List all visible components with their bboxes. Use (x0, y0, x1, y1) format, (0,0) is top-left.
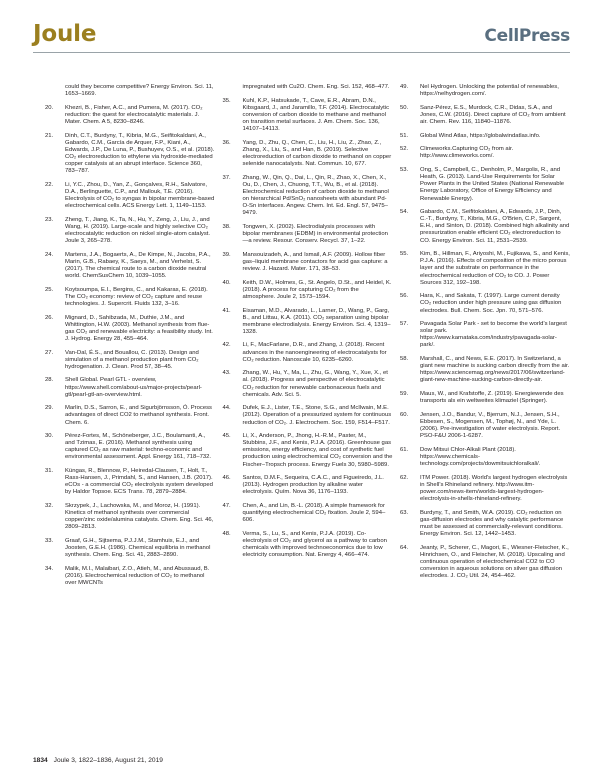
reference-text: Kim, B., Hillman, F., Ariyoshi, M., Fujikawa, S., and Kenis, P.J.A. (2016). Effects of composition of the micro porous layer and the substrate on performance in the electrochemical reduction of CO₂ to CO. J. Power Sources 312, 192–198. (420, 251, 570, 286)
reference-text: Dinh, C.T., Burdyny, T., Kibria, M.G., Seifitokaldani, A., Gabardo, C.M., García de Arquer, F.P., Kiani, A., Edwards, J.P., De Luna, P., Bushuyev, O.S., et al. (2018). CO₂ electroreduction to ethylene via hydroxide-mediated copper catalysis at an abrupt interface. Science 360, 783–787. (65, 132, 215, 175)
reference-text: Jensen, J.O., Bandur, V., Bjerrum, N.J., Jensen, S.H., Ebbesen, S., Mogensen, M., Tophøj, N., and Yde, L. (2006). Pre-investigation of water electrolysis. Report. PSO-F&U 2006-1-6287. (420, 411, 561, 440)
publisher-logo: CellPress (484, 26, 570, 46)
reference-number: 48. (222, 531, 231, 537)
reference-number: 32. (45, 503, 54, 510)
reference-number: 31. (45, 468, 54, 475)
reference-number: 58. (400, 356, 409, 363)
reference-number: 45. (222, 433, 231, 440)
reference-text: Nel Hydrogen. Unlocking the potential of renewables, https://nelhydrogen.com/. (420, 84, 559, 98)
reference-number: 35. (222, 97, 231, 104)
reference-entry (223, 140, 393, 168)
reference-text: Eisaman, M.D., Alvarado, L., Larner, D., Wang, P., Garg, B., and Littau, K.A. (2011). CO₂ separation using bipolar membrane electrodialysis. Energy Environ. Sci. 4, 1319–1328. (242, 307, 391, 335)
reference-number: 37. (222, 174, 231, 181)
reference-number: 25. (45, 286, 54, 293)
reference-entry (45, 468, 215, 496)
reference-text: Dufek, E.J., Lister, T.E., Stone, S.G., and McIlwain, M.E. (2012). Operation of a pressurized system for continuous reduction of CO₂. J. Electrochem. Soc. 159, F514–F517. (242, 405, 392, 426)
reference-entry (400, 391, 570, 405)
reference-text: Khezri, B., Fisher, A.C., and Pumera, M. (2017). CO₂ reduction: the quest for electrocatalytic materials. J. Mater. Chem. A 5, 8230–8246. (65, 104, 203, 125)
reference-entry (223, 475, 393, 496)
reference-number: 54. (400, 209, 409, 216)
reference-text: Ong, S., Campbell, C., Denholm, P., Margolis, R., and Heath, G. (2013). Land-Use Requirements for Solar Power Plants in the United States (National Renewable Energy Laboratory, Office of Energy Efficiency and Renewable Energy). (420, 167, 565, 202)
reference-entry (223, 98, 393, 133)
reference-text: Verma, S., Lu, S., and Kenis, P.J.A. (2019). Co-electrolysis of CO₂ and glycerol as a pathway to carbon chemicals with improved technoeconomics due to low electricity consumption. Nat. Energy 4, 466–474. (242, 531, 387, 559)
reference-text: Koytsoumpa, E.I., Bergins, C., and Kakaras, E. (2018). The CO₂ economy: review of CO₂ capture and reuse technologies. J. Supercrit. Fluids 132, 3–16. (65, 286, 208, 307)
reference-entry (223, 224, 393, 245)
reference-entry (400, 321, 570, 349)
reference-text: Kuhl, K.P., Hatsukade, T., Cave, E.R., Abram, D.N., Kibsgaard, J., and Jaramillo, T.F. (2014). Electrocatalytic conversion of carbon dioxide to methane and methanol on transition metal surfaces. J. Am. Chem. Soc. 136, 14107–14113. (242, 97, 390, 133)
references-list (45, 84, 570, 748)
reference-column-1 (45, 84, 215, 748)
reference-number: 26. (45, 314, 54, 321)
reference-entry (45, 350, 215, 371)
reference-text: Jeanty, P., Scherer, C., Magori, E., Wiesner-Fleischer, K., Hinrichsen, O., and Fleischer, M. (2018). Upscaling and continuous operation of electrochemical CO2 to CO conversion in aqueous solutions on silver gas diffusion electrodes. J. CO₂ Util. 24, 454–462. (420, 544, 569, 580)
reference-text: Graaf, G.H., Sijtsema, P.J.J.M., Stamhuis, E.J., and Joosten, G.E.H. (1986). Chemical equilibria in methanol synthesis. Chem. Eng. Sci. 41, 2883–2890. (65, 538, 211, 559)
reference-entry (45, 105, 215, 126)
journal-logo: Joule (33, 21, 97, 47)
reference-column-2 (223, 84, 393, 748)
reference-entry (400, 105, 570, 126)
reference-text: Gabardo, C.M., Seifitokaldani, A., Edwards, J.P., Dinh, C.-T., Burdyny, T., Kibria, M.G., O'Brien, C.P., Sargent, E.H., and Sinton, D. (2018). Combined high alkalinity and pressurization enable efficient CO₂ electroreduction to CO. Energy Environ. Sci. 11, 2531–2539. (420, 209, 570, 244)
reference-text: Marlin, D.S., Sarron, E., and Sigurbjörnsson, Ó. Process advantages of direct CO2 to methanol synthesis. Front. Chem. 6. (65, 405, 212, 426)
reference-text: Dow Mitsui Chlor-Alkali Plant (2018). https://www.chemicals-technology.com/projects/dowmitsuichloralkali/. (420, 446, 541, 468)
reference-text: Mansouizadeh, A., and Ismail, A.F. (2009). Hollow fiber gas–liquid membrane contactors for acid gas capture: a review. J. Hazard. Mater. 171, 38–53. (242, 251, 388, 272)
reference-text: Tongwen, X. (2002). Electrodialysis processes with bipolar membranes (EDBM) in environmental protection—a review. Resour. Conserv. Recycl. 37, 1–22. (242, 223, 388, 245)
reference-entry (400, 251, 570, 286)
reference-number: 60. (400, 411, 409, 418)
reference-entry (400, 209, 570, 244)
reference-number: 51. (400, 132, 409, 139)
page-footer (33, 757, 163, 764)
reference-entry (400, 356, 570, 384)
reference-entry (400, 412, 570, 440)
reference-number: 44. (222, 405, 231, 412)
reference-text: Mignard, D., Sahibzada, M., Duthie, J.M., and Whittington, H.W. (2003). Methanol synthesis from flue-gas CO₂ and renewable electricity: a feasibility study. Int. J. Hydrog. Energy 28, 455–464. (65, 314, 213, 342)
reference-number: 33. (45, 538, 54, 545)
reference-text: Pavagada Solar Park - set to become the world's largest solar park. https://www.karnataka.com/industry/pavagada-solar-park/. (420, 321, 567, 349)
reference-entry (45, 287, 215, 308)
reference-number: 38. (222, 223, 231, 230)
reference-text: Yang, D., Zhu, Q., Chen, C., Liu, H., Liu, Z., Zhao, Z., Zhang, X., Liu, S., and Han, B. (2019). Selective electroreduction of carbon dioxide to methanol on copper selenide nanocatalysts. Nat. Commun. 10, 677. (242, 139, 392, 168)
reference-text: Climeworks.Capturing CO₂ from air. http://www.climeworks.com/. (420, 146, 514, 160)
reference-text: Maus, W., and Krafstoffe, Z. (2019). Energiewende des transports als ein weltweites klimaziel (Springer). (420, 391, 564, 405)
reference-number: 24. (45, 251, 54, 258)
reference-entry (223, 503, 393, 524)
reference-number: 52. (400, 146, 409, 153)
reference-text: Pérez-Fortes, M., Schöneberger, J.C., Boulamanti, A., and Tzimas, E. (2016). Methanol synthesis using captured CO₂ as raw material: techno-economic and environmental assessment. Appl. Energy 161, 718–732. (65, 433, 212, 461)
reference-text: Keith, D.W., Holmes, G., St. Angelo, D.St., and Heidel, K. (2018). A process for capturing CO₂ from the atmosphere. Joule 2, 1573–1594. (242, 279, 392, 300)
reference-number: 53. (400, 167, 409, 174)
reference-number: 27. (45, 349, 54, 356)
reference-number: 61. (400, 446, 409, 453)
reference-text: Li, X., Anderson, P., Jhong, H.-R.M., Paster, M., Stubbins, J.F., and Kenis, P.J.A. (2016). Greenhouse gas emissions, energy efficiency, and cost of synthetic fuel production using electrochemical CO₂ conversion and the Fischer–Tropsch process. Energy Fuels 30, 5980–5989. (242, 433, 393, 468)
reference-number: 56. (400, 293, 409, 300)
reference-number: 59. (400, 391, 409, 398)
reference-number: 41. (222, 307, 231, 314)
reference-entry (45, 315, 215, 343)
reference-entry (223, 280, 393, 301)
page-number: 1834 (33, 757, 48, 764)
reference-entry (45, 538, 215, 559)
reference-entry (45, 433, 215, 461)
reference-entry (400, 545, 570, 580)
reference-number: 46. (222, 475, 231, 482)
reference-entry (223, 342, 393, 363)
reference-number: 36. (222, 139, 231, 146)
reference-entry (400, 167, 570, 202)
reference-text: Zhang, W., Qin, Q., Dai, L., Qin, R., Zhao, X., Chen, X., Ou, D., Chen, J., Chuong, T.T., Wu, B., et al. (2018). Electrochemical reduction of carbon dioxide to methanol on hierarchical Pd/SnO₂ nanosheets with abundant Pd-O-Sn interfaces. Angew. Chem. Int. Ed. Engl. 57, 9475–9479. (242, 174, 389, 217)
reference-text: Li, Y.C., Zhou, D., Yan, Z., Gonçalves, R.H., Salvatore, D.A., Berlinguette, C.P., and Mallouk, T.E. (2016). Electrolysis of CO₂ to syngas in bipolar membrane-based electrochemical cells. ACS Energy Lett. 1, 1149–1153. (65, 181, 215, 210)
reference-number: 39. (222, 251, 231, 258)
reference-entry (400, 84, 570, 98)
reference-text: Global Wind Atlas, https://globalwindatlas.info. (420, 132, 541, 139)
reference-entry (45, 182, 215, 210)
reference-entry (45, 566, 215, 587)
reference-number: 40. (222, 279, 231, 286)
reference-text: Santos, D.M.F., Sequeira, C.A.C., and Figueiredo, J.L. (2013). Hydrogen production by alkaline water electrolysis. Quím. Nova 36, 1176–1193. (242, 475, 384, 496)
reference-number: 64. (400, 544, 409, 551)
reference-text: Küngas, R., Blennow, P., Heiredal-Clausen, T., Holt, T., Rass-Hansen, J., Primdahl, S., and Hansen, J.B. (2017). eCOs - a commercial CO₂ electrolysis system developed by Haldor Topsoe. ECS Trans. 78, 2879–2884. (65, 468, 213, 496)
reference-number: 57. (400, 321, 409, 328)
reference-text: impregnated with Cu2O. Chem. Eng. Sci. 152, 468–477. (242, 84, 390, 90)
reference-number: 55. (400, 251, 409, 258)
reference-entry (400, 447, 570, 468)
reference-text: Burdyny, T., and Smith, W.A. (2019). CO₂ reduction on gas-diffusion electrodes and why catalytic performance must be assessed at commercially-relevant conditions. Energy Environ. Sci. 12, 1442–1453. (420, 509, 564, 537)
reference-number: 20. (45, 104, 54, 111)
reference-entry (223, 84, 393, 91)
reference-number: 23. (45, 216, 54, 223)
reference-text: Li, F., MacFarlane, D.R., and Zhang, J. (2018). Recent advances in the nanoengineering of electrocatalysts for CO₂ reduction. Nanoscale 10, 6235–6260. (242, 342, 387, 363)
reference-number: 28. (45, 377, 54, 384)
reference-entry (45, 377, 215, 398)
reference-entry (45, 503, 215, 531)
reference-entry (223, 370, 393, 398)
reference-text: Zhang, W., Hu, Y., Ma, L., Zhu, G., Wang, Y., Xue, X., et al. (2018). Progress and perspective of electrocatalytic CO₂ reduction for renewable carbonaceous fuels and chemicals. Adv. Sci. 5. (242, 370, 388, 398)
reference-number: 49. (400, 84, 409, 90)
reference-entry (223, 308, 393, 336)
reference-text: Shell Global. Pearl GTL - overview, https://www.shell.com/about-us/major-projects/pearl-gtl/pearl-gtl-an-overview.html. (65, 377, 202, 398)
reference-text: Sanz-Pérez, E.S., Murdock, C.R., Didas, S.A., and Jones, C.W. (2016). Direct capture of CO₂ from ambient air. Chem. Rev. 116, 11840–11876. (420, 104, 566, 125)
header-rule (33, 52, 570, 53)
reference-number: 22. (45, 181, 54, 188)
reference-entry (45, 133, 215, 176)
reference-entry (45, 217, 215, 245)
reference-entry (45, 84, 215, 98)
reference-entry (400, 133, 570, 140)
reference-number: 47. (222, 503, 231, 510)
reference-number: 62. (400, 474, 409, 481)
reference-number: 63. (400, 509, 409, 516)
reference-text: Malik, M.I., Malaibari, Z.O., Atieh, M., and Abussaud, B. (2016). Electrochemical reduction of CO₂ to methanol over MWCNTs (65, 565, 210, 587)
reference-text: Marshall, C., and News, E.E. (2017). In Switzerland, a giant new machine is sucking carbon directly from the air. https://www.sciencemag.org/news/2017/06/switzerland-giant-new-machine-sucking-carbon-directly-air. (420, 356, 570, 384)
reference-entry (400, 293, 570, 314)
reference-text: Skrzypek, J., Lachowska, M., and Moroz, H. (1991). Kinetics of methanol synthesis over commercial copper/zinc oxide/alumina catalysts. Chem. Eng. Sci. 46, 2809–2813. (65, 503, 214, 531)
reference-entry (400, 146, 570, 160)
reference-column-3 (400, 84, 570, 748)
reference-text: Hara, K., and Sakata, T. (1997). Large current density CO₂ reduction under high pressure using gas diffusion electrodes. Bull. Chem. Soc. Jpn. 70, 571–576. (420, 293, 562, 314)
reference-text: Martens, J.A., Bogaerts, A., De Kimpe, N., Jacobs, P.A., Marin, G.B., Rabaey, K., Saeys, M., and Verhelst, S. (2017). The chemical route to a carbon dioxide neutral world. ChemSusChem 10, 1039–1055. (65, 251, 211, 280)
reference-text: Chen, A., and Lin, B.-L. (2018). A simple framework for quantifying electrochemical CO₂ fixation. Joule 2, 594–606. (242, 503, 386, 524)
reference-entry (45, 252, 215, 280)
reference-text: could they become competitive? Energy Environ. Sci. 11, 1653–1669. (65, 84, 214, 98)
reference-text: ITM Power. (2018). World's largest hydrogen electrolysis in Shell's Rhineland refinery. http://www.itm-power.com/news-item/worlds-largest-hydrogen-electrolysis-in-shells-rhineland-refinery. (420, 474, 568, 503)
reference-entry (223, 252, 393, 273)
reference-number: 43. (222, 370, 231, 377)
reference-entry (223, 531, 393, 559)
reference-entry (400, 475, 570, 503)
reference-text: Van-Dal, É.S., and Bouallou, C. (2013). Design and simulation of a methanol production plant from CO₂ hydrogenation. J. Clean. Prod 57, 38–45. (65, 349, 199, 370)
reference-number: 42. (222, 342, 231, 349)
reference-number: 34. (45, 565, 54, 572)
reference-entry (223, 433, 393, 468)
reference-text: Zheng, T., Jiang, K., Ta, N., Hu, Y., Zeng, J., Liu, J., and Wang, H. (2019). Large-scale and highly selective CO₂ electrocatalytic reduction on nickel single-atom catalyst. Joule 3, 265–278. (65, 216, 211, 245)
reference-entry (45, 405, 215, 426)
footer-citation: Joule 3, 1822–1836, August 21, 2019 (53, 757, 163, 764)
reference-number: 50. (400, 104, 409, 111)
reference-entry (400, 510, 570, 538)
reference-number: 21. (45, 132, 54, 139)
reference-number: 29. (45, 405, 54, 412)
reference-number: 30. (45, 433, 54, 440)
reference-entry (223, 405, 393, 426)
reference-entry (223, 175, 393, 218)
